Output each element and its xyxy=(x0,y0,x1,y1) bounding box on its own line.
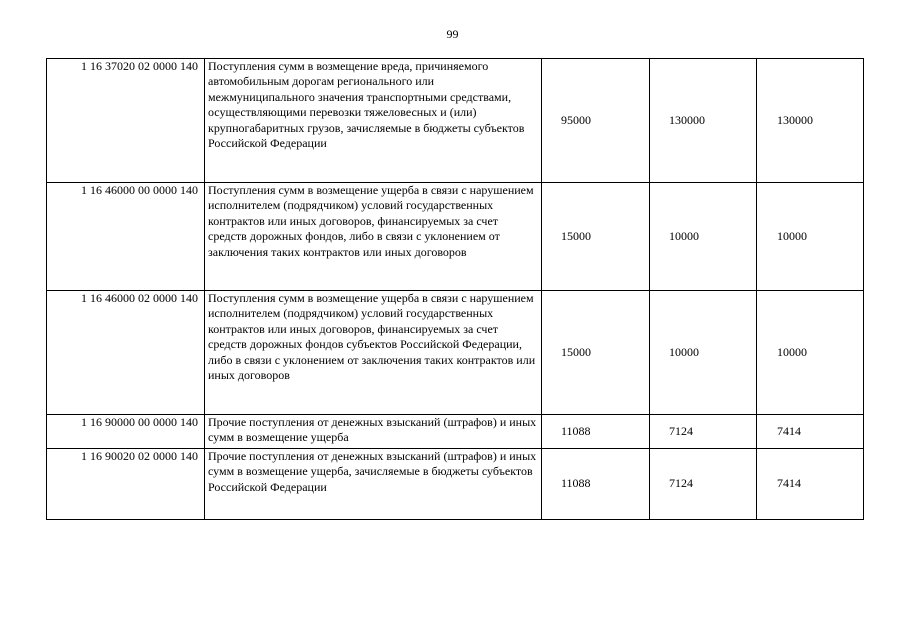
budget-code-cell: 1 16 90000 00 0000 140 xyxy=(47,415,205,449)
value-cell-1: 15000 xyxy=(542,183,650,291)
budget-code-cell: 1 16 90020 02 0000 140 xyxy=(47,449,205,520)
value-cell-2: 10000 xyxy=(650,291,757,415)
table-row xyxy=(47,415,864,449)
budget-code-cell: 1 16 46000 00 0000 140 xyxy=(47,183,205,291)
value-cell-1: 95000 xyxy=(542,59,650,183)
budget-code-cell: 1 16 37020 02 0000 140 xyxy=(47,59,205,183)
value-cell-3: 130000 xyxy=(757,59,864,183)
value-cell-1: 15000 xyxy=(542,291,650,415)
description-cell: Поступления сумм в возмещение вреда, причиняемого автомобильным дорогам регионального или межмуниципального значения транспортными средствами, осуществляющими перевозки тяжеловесных и (или) крупногабаритных грузов, зачисляемые в бюджеты субъектов Российской Федерации xyxy=(205,59,542,183)
table-row xyxy=(47,183,864,291)
table-row xyxy=(47,449,864,520)
description-cell: Прочие поступления от денежных взысканий (штрафов) и иных сумм в возмещение ущерба xyxy=(205,415,542,449)
description-cell: Прочие поступления от денежных взысканий (штрафов) и иных сумм в возмещение ущерба, зачисляемые в бюджеты субъектов Российской Федерации xyxy=(205,449,542,520)
value-cell-1: 11088 xyxy=(542,449,650,520)
description-cell: Поступления сумм в возмещение ущерба в связи с нарушением исполнителем (подрядчиком) условий государственных контрактов или иных договоров, финансируемых за счет средств дорожных фондов, либо в связи с уклонением от заключения таких контрактов или иных договоров xyxy=(205,183,542,291)
value-cell-1: 11088 xyxy=(542,415,650,449)
table-row xyxy=(47,291,864,415)
budget-code-cell: 1 16 46000 02 0000 140 xyxy=(47,291,205,415)
value-cell-2: 7124 xyxy=(650,415,757,449)
value-cell-2: 130000 xyxy=(650,59,757,183)
table-row xyxy=(47,59,864,183)
description-cell: Поступления сумм в возмещение ущерба в связи с нарушением исполнителем (подрядчиком) условий государственных контрактов или иных договоров, финансируемых за счет средств дорожных фондов субъектов Российской Федерации, либо в связи с уклонением от заключения таких контрактов или иных договоров xyxy=(205,291,542,415)
page-number: 99 xyxy=(446,27,459,41)
value-cell-2: 7124 xyxy=(650,449,757,520)
value-cell-3: 7414 xyxy=(757,449,864,520)
value-cell-2: 10000 xyxy=(650,183,757,291)
revenue-table xyxy=(46,58,864,520)
value-cell-3: 10000 xyxy=(757,291,864,415)
value-cell-3: 7414 xyxy=(757,415,864,449)
value-cell-3: 10000 xyxy=(757,183,864,291)
